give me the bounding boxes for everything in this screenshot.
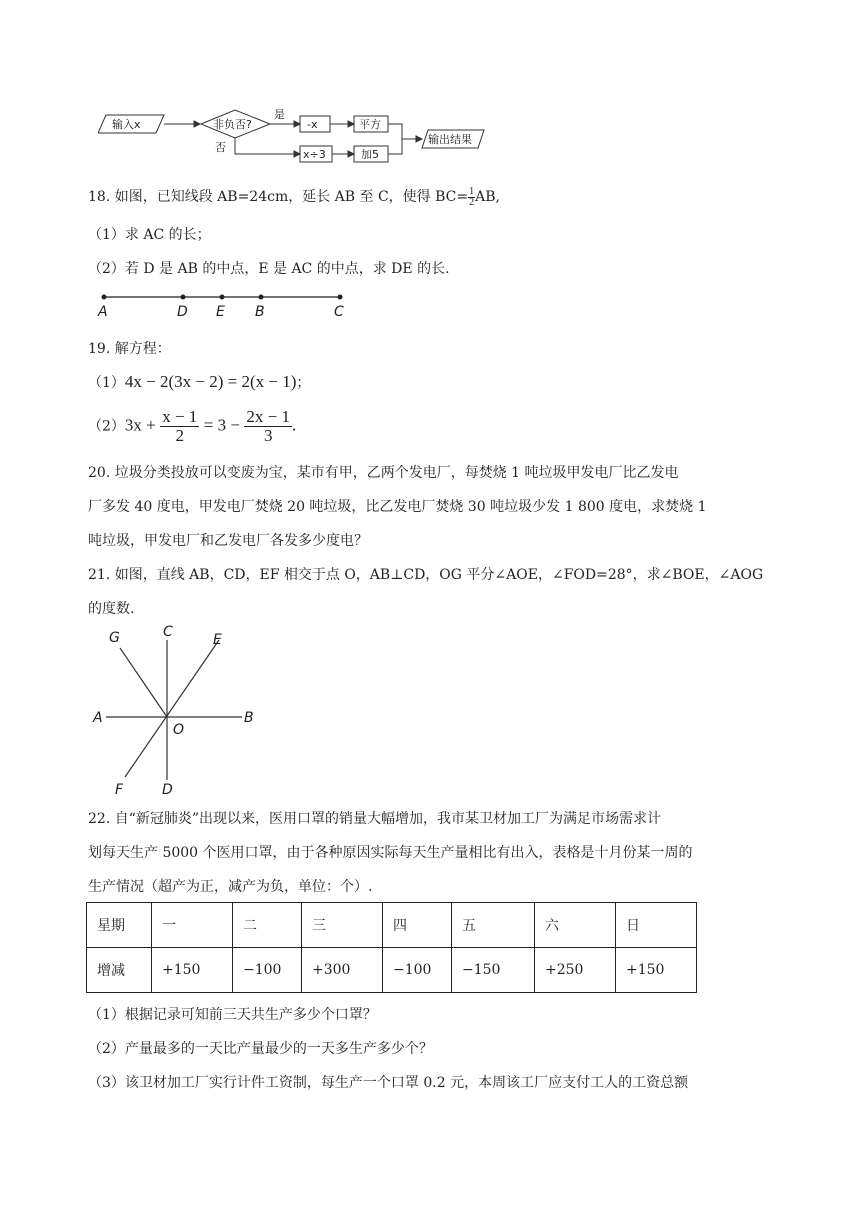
table-row: [87, 948, 697, 993]
table-header-change: 增减: [87, 948, 152, 993]
label-o: O: [173, 722, 185, 738]
table-cell: +150: [152, 948, 233, 993]
label-a2: A: [93, 710, 103, 726]
point-b: [259, 295, 264, 300]
q18-sub2: （2）若 D 是 AB 的中点，E 是 AC 的中点，求 DE 的长.: [88, 261, 450, 277]
q20-line1: 20. 垃圾分类投放可以变废为宝，某市有甲，乙两个发电厂，每焚烧 1 吨垃圾甲发电厂比乙发电: [88, 465, 679, 481]
flow-square-label: 平方: [359, 118, 381, 131]
table-cell: 日: [616, 903, 697, 948]
q19-sub2: （2）3x + $\frac{x - 1}{2}$ = 3 − $\frac{2x - 1}{3}$ .: [88, 407, 297, 445]
flow-div3-label: x÷3: [303, 148, 326, 161]
point-c: [338, 295, 343, 300]
q18-stem: 18. 如图，已知线段 AB=24cm，延长 AB 至 C，使得 BC= $\frac{1}{2}AB$,: [88, 185, 500, 208]
line-ef: [125, 640, 219, 777]
q20-line2: 厂多发 40 度电，甲发电厂焚烧 20 吨垃圾，比乙发电厂焚烧 30 吨垃圾少发 1 800 度电，求焚烧 1: [88, 499, 707, 515]
flow-no-label: 否: [215, 141, 226, 154]
q22-line1: 22. 自“新冠肺炎”出现以来，医用口罩的销量大幅增加，我市某卫材加工厂为满足市场需求计: [88, 811, 662, 827]
table-header-weekday: 星期: [87, 903, 152, 948]
table-cell: +300: [302, 948, 383, 993]
q18-fraction: $\frac{1}{2}$: [469, 185, 475, 208]
q18-sub1: （1）求 AC 的长；: [88, 227, 211, 243]
ray-og: [120, 648, 167, 717]
table-cell: 一: [152, 903, 233, 948]
q20-line3: 吨垃圾，甲发电厂和乙发电厂各发多少度电？: [88, 533, 368, 549]
label-g: G: [109, 630, 120, 646]
q22-sub2: （2）产量最多的一天比产量最少的一天多生产多少个？: [88, 1041, 433, 1057]
q19-frac1: $\frac{x - 1}{2}$: [162, 407, 198, 445]
q21-line1: 21. 如图，直线 AB，CD，EF 相交于点 O，AB⊥CD，OG 平分∠AOE，∠FOD=28°，求∠BOE，∠AOG: [88, 567, 764, 583]
table-cell: −150: [452, 948, 535, 993]
table-cell: 三: [302, 903, 383, 948]
q22-sub1: （1）根据记录可知前三天共生产多少个口罩？: [88, 1007, 377, 1023]
label-a: A: [98, 304, 108, 320]
table-cell: −100: [233, 948, 302, 993]
q21-line2: 的度数.: [88, 601, 135, 617]
q22-line2: 划每天生产 5000 个医用口罩，由于各种原因实际每天生产量相比有出入，表格是十月份某一周的: [88, 845, 693, 861]
q19-sub1: （1）4x − 2(3x − 2) = 2(x − 1)；: [88, 372, 311, 391]
label-e: E: [216, 304, 225, 320]
q22-sub3: （3）该卫材加工厂实行计件工资制，每生产一个口罩 0.2 元，本周该工厂应支付工人的工资总额: [88, 1075, 689, 1091]
label-c: C: [334, 304, 344, 320]
flow-yes-label: 是: [274, 108, 285, 121]
point-d: [181, 295, 186, 300]
flowchart: [98, 104, 518, 166]
q19-title: 19. 解方程：: [88, 341, 171, 357]
q21-angle-figure: [92, 622, 272, 802]
production-table: [86, 902, 697, 993]
table-cell: +250: [535, 948, 616, 993]
flow-input-label: 输入x: [112, 118, 141, 131]
table-cell: +150: [616, 948, 697, 993]
label-b2: B: [244, 710, 254, 726]
label-d: D: [177, 304, 188, 320]
table-cell: −100: [383, 948, 452, 993]
table-row: [87, 903, 697, 948]
q19-eq1: 4x − 2(3x − 2) = 2(x − 1): [124, 372, 297, 391]
point-e: [220, 295, 225, 300]
label-d2: D: [162, 782, 173, 798]
q18-segment-figure: [94, 288, 354, 322]
q22-line3: 生产情况（超产为正，减产为负，单位：个）.: [88, 879, 373, 895]
table-cell: 二: [233, 903, 302, 948]
table-cell: 四: [383, 903, 452, 948]
q19-frac2: $\frac{2x - 1}{3}$: [246, 407, 290, 445]
label-e2: E: [213, 632, 222, 648]
point-a: [102, 295, 107, 300]
flow-negx-label: -x: [307, 118, 318, 131]
flow-add5-label: 加5: [361, 148, 379, 161]
label-c2: C: [163, 624, 173, 640]
flow-output-label: 输出结果: [428, 133, 472, 146]
label-b: B: [255, 304, 265, 320]
flow-decision-label: 非负否?: [213, 118, 252, 131]
table-cell: 五: [452, 903, 535, 948]
label-f: F: [115, 782, 124, 798]
table-cell: 六: [535, 903, 616, 948]
